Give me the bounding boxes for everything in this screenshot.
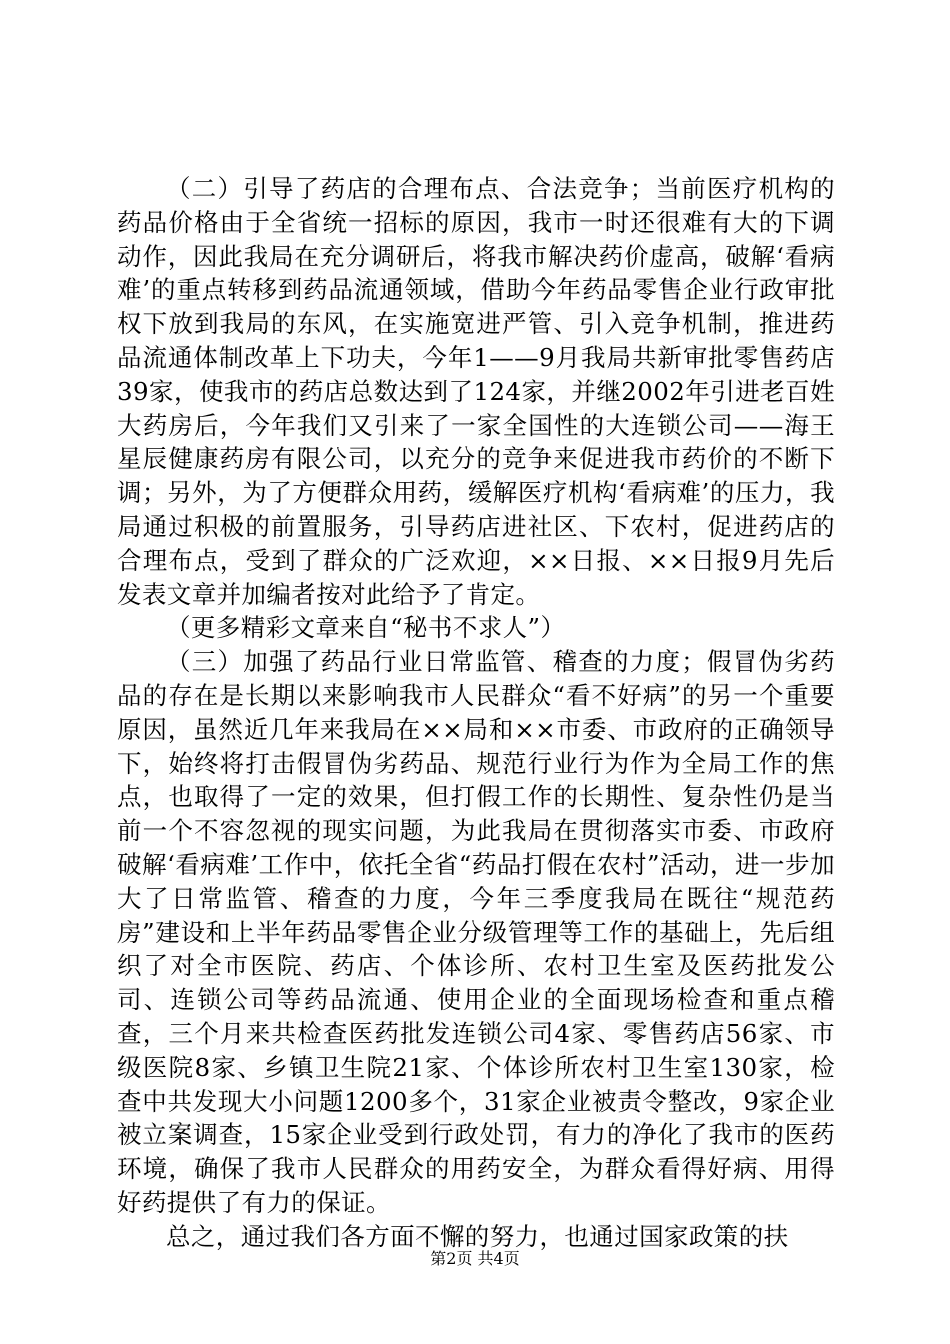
page-footer: 第2页 共4页 (430, 1249, 520, 1268)
document-body (117, 172, 835, 1254)
paragraph-pharmacy-layout: （二）引导了药店的合理布点、合法竞争；当前医疗机构的药品价格由于全省统一招标的原因，我市一时还很难有大的下调动作，因此我局在充分调研后，将我市解决药价虚高，破解‘看病难’的重点转移到药品流通领域，借助今年药品零售企业行政审批权下放到我局的东风，在实施宽进严管、引入竞争机制，推进药品流通体制改革上下功夫，今年1——9月我局共新审批零售药店39家，使我市的药店总数达到了124家，并继2002年引进老百姓大药房后，今年我们又引来了一家全国性的大连锁公司——海王星辰健康药房有限公司，以充分的竞争来促进我市药价的不断下调；另外，为了方便群众用药，缓解医疗机构‘看病难’的压力，我局通过积极的前置服务，引导药店进社区、下农村，促进药店的合理布点，受到了群众的广泛欢迎，××日报、××日报9月先后发表文章并加编者按对此给予了肯定。 (117, 174, 835, 609)
paragraph-conclusion: 总之，通过我们各方面不懈的努力，也通过国家政策的扶 (166, 1221, 789, 1251)
paragraph-supervision: （三）加强了药品行业日常监管、稽查的力度；假冒伪劣药品的存在是长期以来影响我市人民群众“看不好病”的另一个重要原因，虽然近几年来我局在××局和××市委、市政府的正确领导下，始终将打击假冒伪劣药品、规范行业行为作为全局工作的焦点，也取得了一定的效果，但打假工作的长期性、复杂性仍是当前一个不容忽视的现实问题，为此我局在贯彻落实市委、市政府破解‘看病难’工作中，依托全省“药品打假在农村”活动，进一步加大了日常监管、稽查的力度，今年三季度我局在既往“规范药房”建设和上半年药品零售企业分级管理等工作的基础上，先后组织了对全市医院、药店、个体诊所、农村卫生室及医药批发公司、连锁公司等药品流通、使用企业的全面现场检查和重点稽查，三个月来共检查医药批发连锁公司4家、零售药店56家、市级医院8家、乡镇卫生院21家、个体诊所农村卫生室130家，检查中共发现大小问题1200多个，31家企业被责令整改，9家企业被立案调查，15家企业受到行政处罚，有力的净化了我市的医药环境，确保了我市人民群众的用药安全，为群众看得好病、用得好药提供了有力的保证。 (117, 647, 835, 1217)
paragraph-source-note: （更多精彩文章来自“秘书不求人”） (166, 613, 566, 643)
